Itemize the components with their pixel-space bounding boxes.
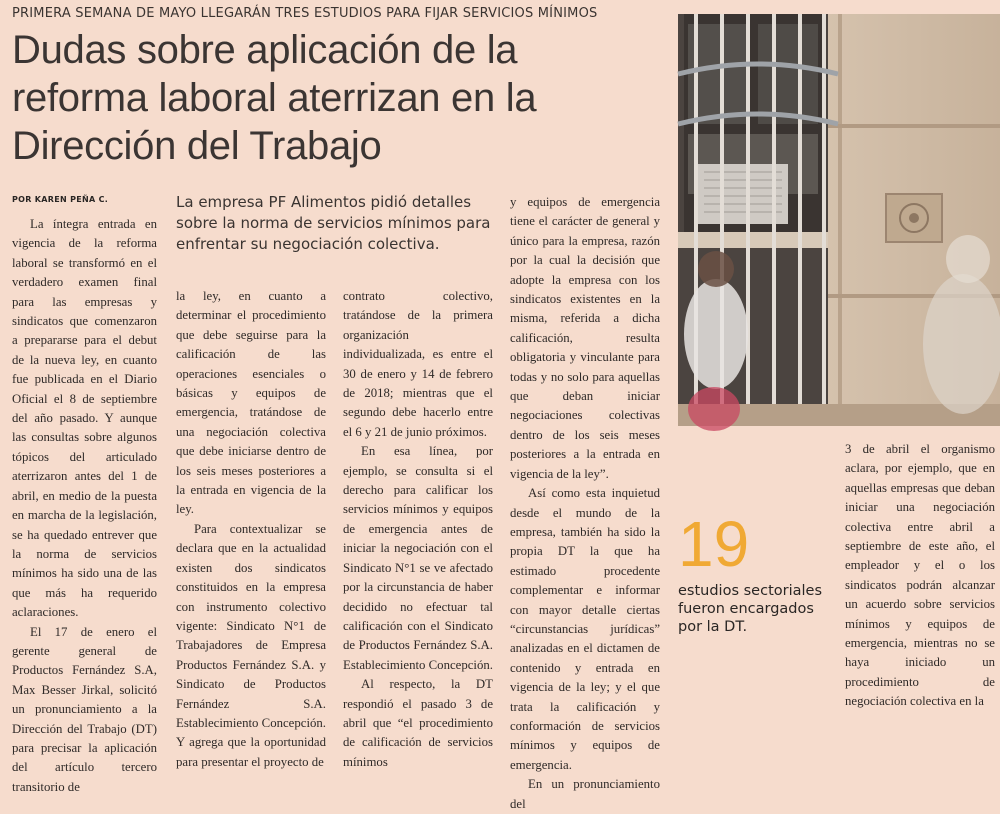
paragraph: Así como esta inquietud desde el mundo de la empresa, también ha sido la propia DT la que ha estimado procedente complementar e informar con mayor detalle ciertas “circunstancias jurídicas” analizadas en el dictamen de contenido y entrada en vigencia de la ley; y el que trata la calificación y conformación de servicios mínimos y equipos de emergencia. bbox=[510, 486, 660, 772]
paragraph: En esa línea, por ejemplo, se consulta si el derecho para calificar los servicios mínimos y equipos de emergencia antes de iniciar la negociación con el Sindicato N°1 se ve afectado por la circunstancia de haber decidido no efectuar tal calificación con el Sindicato de Productos Fernández S.A. Establecimiento Concepción. bbox=[343, 444, 493, 672]
headline: Dudas sobre aplicación de la reforma laboral aterrizan en la Dirección del Trabajo bbox=[12, 28, 537, 168]
building-facade-photo bbox=[678, 14, 1000, 426]
article-column-2 bbox=[176, 287, 326, 769]
stat-number: 19 bbox=[678, 508, 750, 580]
article-column-5 bbox=[845, 440, 995, 709]
photo-illustration bbox=[678, 14, 1000, 426]
kicker: PRIMERA SEMANA DE MAYO LLEGARÁN TRES ESTUDIOS PARA FIJAR SERVICIOS MÍNIMOS bbox=[12, 6, 598, 21]
stat-caption: estudios sectoriales fueron encargados por la DT. bbox=[678, 583, 823, 635]
paragraph: Al respecto, la DT respondió el pasado 3 de abril que “el procedimiento de calificación de servicios mínimos bbox=[343, 677, 493, 769]
paragraph: 3 de abril el organismo aclara, por ejemplo, que en aquellas empresas que deban iniciar una negociación colectiva entre abril a septiembre de este año, el empleador y el o los sindicatos podrán alcanzar un acuerdo sobre servicios mínimos y equipos de emergencia, mientras no se haya iniciado un procedimiento de negociación colectiva en la bbox=[845, 442, 995, 709]
paragraph: El 17 de enero el gerente general de Productos Fernández S.A, Max Besser Jirkal, solicitó un pronunciamiento a la Dirección del Trabajo (DT) para precisar la aplicación del artículo tercero transitorio de bbox=[12, 624, 157, 794]
article-column-4 bbox=[510, 193, 660, 811]
byline: POR KAREN PEÑA C. bbox=[12, 195, 109, 204]
paragraph: contrato colectivo, tratándose de la primera organización individualizada, es entre el 30 de enero y 14 de febrero de 2018; mientras que el segundo debe hacerlo entre el 6 y 21 de junio próximos. bbox=[343, 289, 493, 439]
deck-subheadline: La empresa PF Alimentos pidió detalles sobre la norma de servicios mínimos para enfrentar su negociación colectiva. bbox=[176, 193, 491, 253]
article-column-1 bbox=[12, 215, 157, 794]
paragraph: y equipos de emergencia tiene el carácter de general y único para la empresa, razón por la cual la decisión que adopte la empresa con los sindicatos existentes en la misma, referida a dicha calificación, resulta obligatoria y vinculante para todas y no solo para aquellas que deban iniciar negociaciones colectivas dentro de los seis meses posteriores a la entrada en vigencia de la ley”. bbox=[510, 195, 660, 481]
paragraph: Para contextualizar se declara que en la actualidad existen dos sindicatos constituidos en la empresa con instrumento colectivo vigente: Sindicato N°1 de Trabajadores de Empresa Productos Fernández S.A. y Sindicato de Productos Fernández S.A. Establecimiento Concepción. Y agrega que la oportunidad para presentar el proyecto de bbox=[176, 521, 326, 769]
paragraph: En un pronunciamiento del bbox=[510, 777, 660, 811]
paragraph: La íntegra entrada en vigencia de la reforma laboral se transformó en el verdadero examen final para las empresas y sindicatos que comenzaron a prepararse para el debut de la nueva ley, en cuanto fue publicada en el Diario Oficial el 8 de septiembre del año pasado. Y aunque las consultas sobre algunos tópicos del articulado aterrizaron antes del 1 de abril, en medio de la puesta en marcha de la legislación, se ha quedado entrever que la norma de servicios mínimos ha sido una de las que más ha requerido aclaraciones. bbox=[12, 217, 157, 620]
article-column-3 bbox=[343, 287, 493, 769]
paragraph: la ley, en cuanto a determinar el procedimiento que debe seguirse para la calificación de las operaciones esenciales o básicas y equipos de emergencia, tratándose de una negociación colectiva que debe iniciarse dentro de los seis meses posteriores a la entrada en vigencia de la ley. bbox=[176, 289, 326, 517]
